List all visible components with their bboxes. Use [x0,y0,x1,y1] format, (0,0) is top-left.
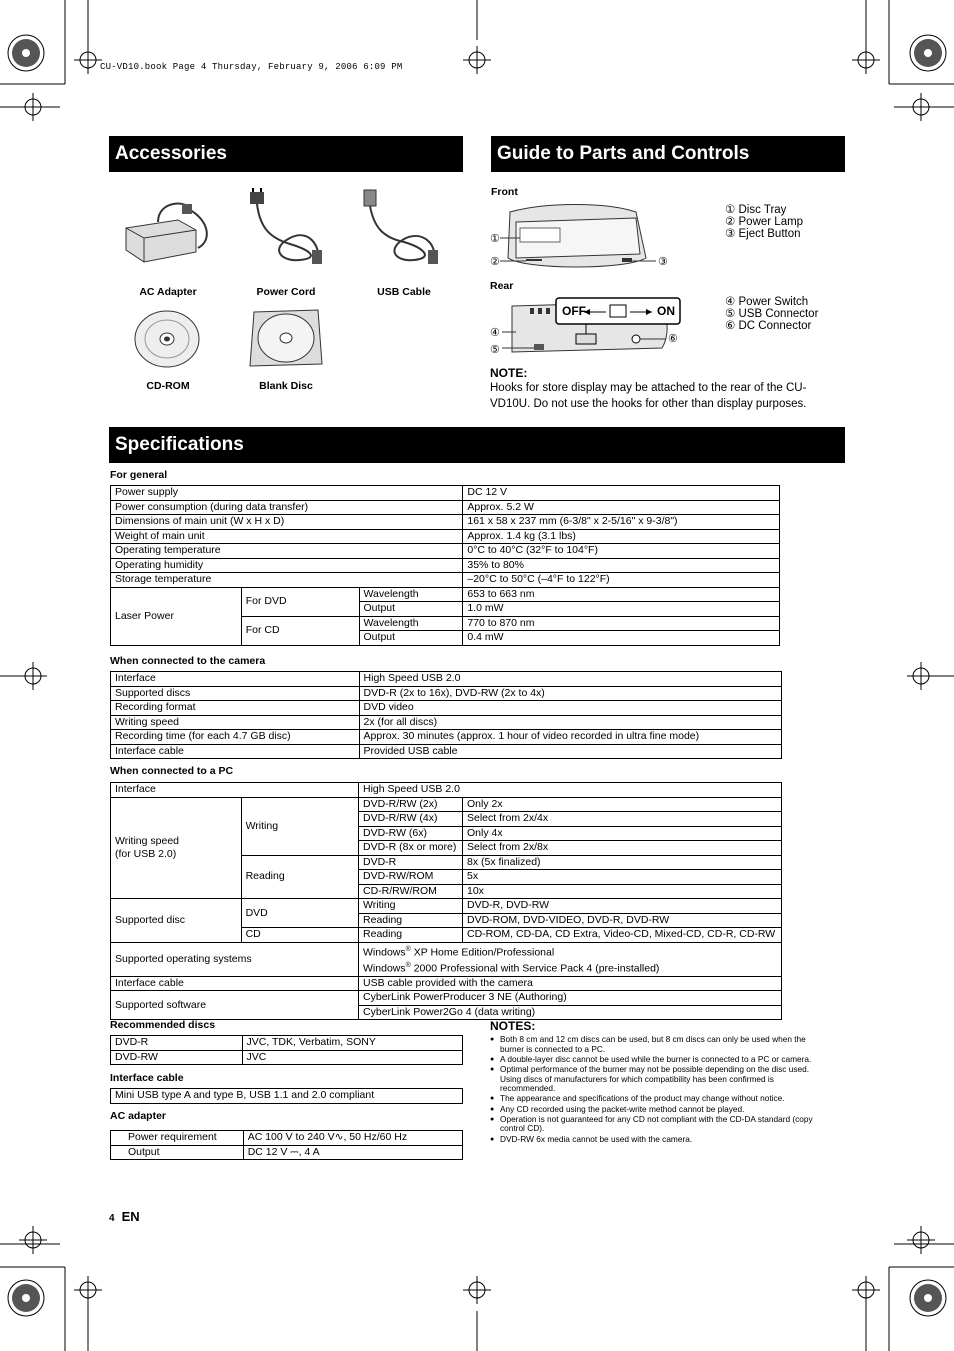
table-row: Output DC 12 V ⎓, 4 A [111,1145,463,1160]
table-row: Laser Power For DVD Wavelength 653 to 663 nm [111,587,780,602]
table-row: Writing speed 2x (for all discs) [111,715,782,730]
notes-title: NOTES: [490,1019,536,1033]
spec-pc-table [110,782,782,1020]
table-row: Reading DVD-R 8x (5x finalized) [111,855,782,870]
table-row: DVD-R (8x or more) Select from 2x/8x [111,841,782,856]
list-item: ● Optimal performance of the burner may not be possible depending on the disc used. Using discs of manufacturers for which compatibility has been confirmed is recommended. [490,1065,820,1094]
front-device-illustration [486,198,676,278]
table-row: Interface High Speed USB 2.0 [111,783,782,798]
spec-ac-table [110,1130,463,1160]
callout-1: ① [490,233,500,245]
part-power-lamp: ② Power Lamp [725,216,804,228]
list-item: ● DVD-RW 6x media cannot be used with the camera. [490,1135,820,1145]
switch-off-label: OFF [562,304,586,318]
spec-ac-title: AC adapter [110,1110,167,1122]
part-disc-tray: ① Disc Tray [725,204,787,216]
table-row: Interface cable Provided USB cable [111,744,782,759]
blank-disc-icon [246,306,326,370]
table-row: Dimensions of main unit (W x H x D) 161 x 58 x 237 mm (6-3/8" x 2-5/16" x 9-3/8") [111,515,780,530]
table-row: Power supply DC 12 V [111,486,780,501]
rear-label: Rear [490,280,514,292]
list-item: ● Operation is not guaranteed for any CD not compliant with the CD-DA standard (copy control CD). [490,1115,820,1134]
table-row: Output 0.4 mW [111,631,780,646]
cd-rom-icon [132,308,202,370]
accessory-label-ac-adapter: AC Adapter [139,286,197,298]
page-number: 4 [109,1213,115,1224]
table-row: Recording format DVD video [111,701,782,716]
spec-camera-title: When connected to the camera [110,655,266,667]
table-row: Supported software CyberLink PowerProducer 3 NE (Authoring) [111,991,782,1006]
accessory-label-usb-cable: USB Cable [377,286,431,298]
switch-on-label: ON [657,304,675,318]
usb-cable-icon [354,188,444,270]
spec-rec-table [110,1035,463,1065]
table-row: Reading DVD-ROM, DVD-VIDEO, DVD-R, DVD-RW [111,913,782,928]
table-row: Output 1.0 mW [111,602,780,617]
accessory-label-power-cord: Power Cord [256,286,316,298]
table-row: Power requirement AC 100 V to 240 V∿, 50 Hz/60 Hz [111,1131,463,1146]
accessory-label-blank-disc: Blank Disc [259,380,313,392]
table-row: Power consumption (during data transfer) Approx. 5.2 W [111,500,780,515]
spec-general-title: For general [110,469,168,481]
part-eject-button: ③ Eject Button [725,228,801,240]
table-row: DVD-RW JVC [111,1050,463,1065]
specifications-heading: Specifications [109,427,845,463]
table-row: Interface cable USB cable provided with the camera [111,976,782,991]
part-power-switch: ④ Power Switch [725,296,809,308]
table-row: Storage temperature –20°C to 50°C (–4°F to 122°F) [111,573,780,588]
spec-ifc-table [110,1088,463,1104]
part-dc-connector: ⑥ DC Connector [725,320,812,332]
table-row: Supported operating systems Windows® XP Home Edition/Professional Windows® 2000 Professional with Service Pack 4 (pre-installed) [111,942,782,976]
front-parts-list [725,204,803,240]
guide-heading: Guide to Parts and Controls [491,136,845,172]
list-item: ● The appearance and specifications of the product may change without notice. [490,1094,820,1104]
callout-2: ② [490,256,500,268]
page-footer [109,1209,140,1224]
table-row: CD Reading CD-ROM, CD-DA, CD Extra, Video-CD, Mixed-CD, CD-R, CD-RW [111,928,782,943]
table-row: For CD Wavelength 770 to 870 nm [111,616,780,631]
ac-adapter-icon [118,190,218,270]
spec-ifc-title: Interface cable [110,1072,184,1084]
table-row: Operating temperature 0°C to 40°C (32°F to 104°F) [111,544,780,559]
rear-device-illustration [486,292,686,362]
callout-6: ⑥ [668,333,678,345]
table-row: DVD-R JVC, TDK, Verbatim, SONY [111,1036,463,1051]
table-row: Operating humidity 35% to 80% [111,558,780,573]
spec-rec-title: Recommended discs [110,1019,216,1031]
accessories-heading: Accessories [109,136,463,172]
spec-pc-title: When connected to a PC [110,765,234,777]
front-label: Front [491,186,518,198]
table-row: CyberLink Power2Go 4 (data writing) [111,1005,782,1020]
list-item: ● Any CD recorded using the packet-write method cannot be played. [490,1105,820,1115]
table-row: Supported discs DVD-R (2x to 16x), DVD-RW (2x to 4x) [111,686,782,701]
table-row: DVD-RW/ROM 5x [111,870,782,885]
callout-4: ④ [490,327,500,339]
callout-5: ⑤ [490,344,500,356]
table-row: Recording time (for each 4.7 GB disc) Approx. 30 minutes (approx. 1 hour of video recorded in ultra fine mode) [111,730,782,745]
print-header: CU-VD10.book Page 4 Thursday, February 9, 2006 6:09 PM [100,62,403,72]
table-row: Weight of main unit Approx. 1.4 kg (3.1 lbs) [111,529,780,544]
notes-list [490,1035,820,1145]
list-item: ● Both 8 cm and 12 cm discs can be used, but 8 cm discs can only be used when the burner is connected to a PC. [490,1035,820,1054]
part-usb-connector: ⑤ USB Connector [725,308,819,320]
spec-general-table [110,485,780,646]
power-cord-icon [240,188,330,270]
rear-parts-list [725,296,818,332]
guide-note-title: NOTE: [490,366,528,380]
language-code: EN [121,1209,140,1224]
table-row: Mini USB type A and type B, USB 1.1 and 2.0 compliant [111,1089,463,1104]
table-row: Writing speed (for USB 2.0) Writing DVD-R/RW (2x) Only 2x [111,797,782,812]
table-row: CD-R/RW/ROM 10x [111,884,782,899]
guide-note-text: Hooks for store display may be attached to the rear of the CU-VD10U. Do not use the hooks for other than display purposes. [490,382,807,410]
list-item: ● A double-layer disc cannot be used while the burner is connected to a PC or camera. [490,1055,820,1065]
spec-camera-table [110,671,782,759]
table-row: DVD-RW (6x) Only 4x [111,826,782,841]
table-row: DVD-R/RW (4x) Select from 2x/4x [111,812,782,827]
callout-3: ③ [658,256,668,268]
table-row: Interface High Speed USB 2.0 [111,672,782,687]
accessory-label-cd-rom: CD-ROM [146,380,190,392]
table-row: Supported disc DVD Writing DVD-R, DVD-RW [111,899,782,914]
